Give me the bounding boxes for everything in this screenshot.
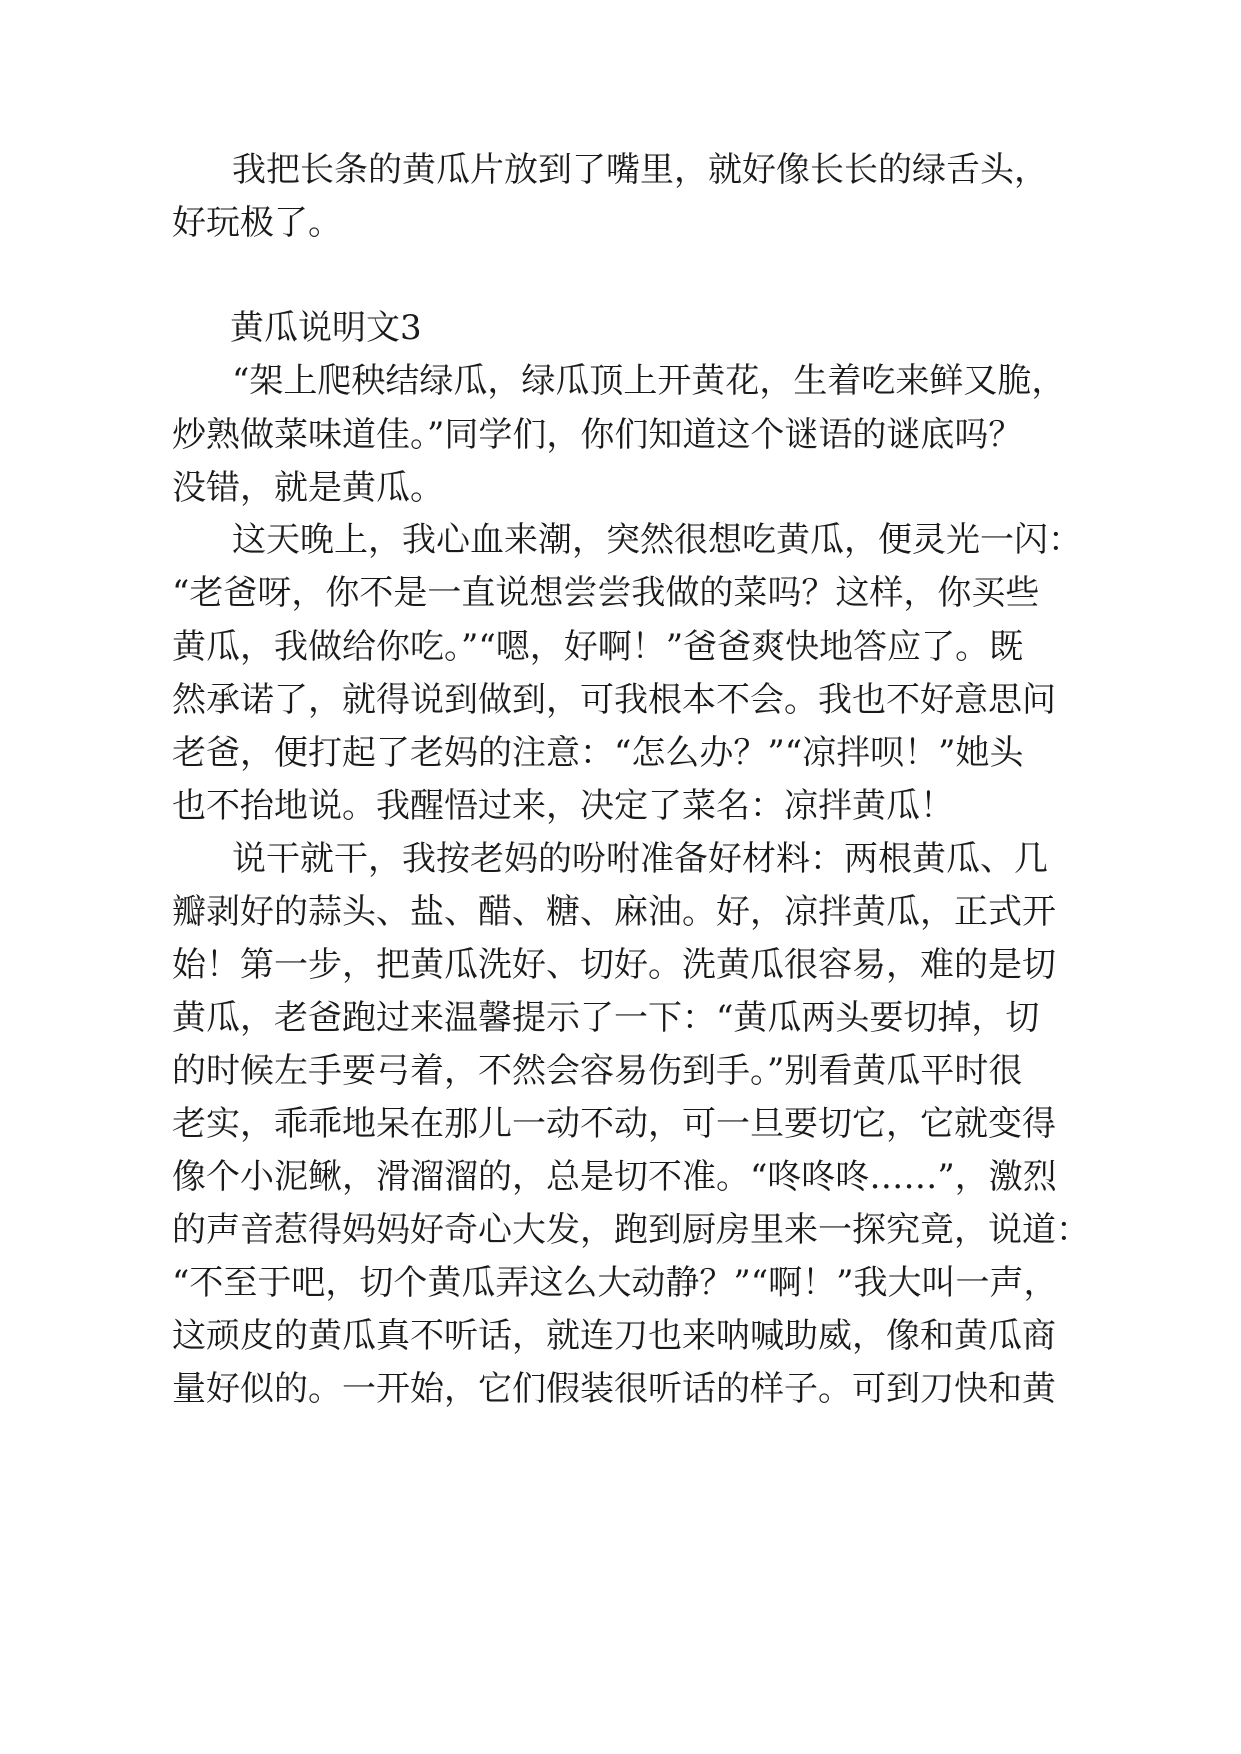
paragraph-2-line-1: “架上爬秧结绿瓜，绿瓜顶上开黄花，生着吃来鲜又脆， [232,361,1066,401]
paragraph-4-line-3: 始！第一步，把黄瓜洗好、切好。洗黄瓜很容易，难的是切 [172,945,1056,985]
paragraph-4-line-2: 瓣剥好的蒜头、盐、醋、糖、麻油。好，凉拌黄瓜，正式开 [172,892,1056,932]
paragraph-2-line-3: 没错，就是黄瓜。 [172,468,444,508]
paragraph-2-line-2: 炒熟做菜味道佳。”同学们，你们知道这个谜语的谜底吗？ [172,415,1023,455]
paragraph-4-line-11: 量好似的。一开始，它们假装很听话的样子。可到刀快和黄 [172,1369,1056,1409]
paragraph-1-line-2: 好玩极了。 [172,203,342,243]
paragraph-4-line-4: 黄瓜，老爸跑过来温馨提示了一下：“黄瓜两头要切掉，切 [172,998,1040,1038]
paragraph-3-line-3: 黄瓜，我做给你吃。”“嗯，好啊！”爸爸爽快地答应了。既 [172,627,1024,667]
paragraph-4-line-5: 的时候左手要弓着，不然会容易伤到手。”别看黄瓜平时很 [172,1051,1023,1091]
section-heading: 黄瓜说明文3 [230,308,422,348]
paragraph-3-line-5: 老爸，便打起了老妈的注意：“怎么办？”“凉拌呗！”她头 [172,733,1024,773]
paragraph-4-line-10: 这顽皮的黄瓜真不听话，就连刀也来呐喊助威，像和黄瓜商 [172,1316,1056,1356]
paragraph-4-line-7: 像个小泥鳅，滑溜溜的，总是切不准。“咚咚咚……”，激烈 [172,1157,1057,1197]
paragraph-4-line-9: “不至于吧，切个黄瓜弄这么大动静？”“啊！”我大叫一声， [172,1263,1058,1303]
paragraph-3-line-2: “老爸呀，你不是一直说想尝尝我做的菜吗？这样，你买些 [172,573,1040,613]
paragraph-4-line-1: 说干就干，我按老妈的吩咐准备好材料：两根黄瓜、几 [232,839,1048,879]
paragraph-3-line-1: 这天晚上，我心血来潮，突然很想吃黄瓜，便灵光一闪： [232,520,1082,560]
paragraph-4-line-8: 的声音惹得妈妈好奇心大发，跑到厨房里来一探究竟，说道： [172,1210,1090,1250]
paragraph-3-line-6: 也不抬地说。我醒悟过来，决定了菜名：凉拌黄瓜！ [172,786,954,826]
paragraph-3-line-4: 然承诺了，就得说到做到，可我根本不会。我也不好意思问 [172,680,1056,720]
paragraph-4-line-6: 老实，乖乖地呆在那儿一动不动，可一旦要切它，它就变得 [172,1104,1056,1144]
paragraph-1-line-1: 我把长条的黄瓜片放到了嘴里，就好像长长的绿舌头， [232,150,1048,190]
